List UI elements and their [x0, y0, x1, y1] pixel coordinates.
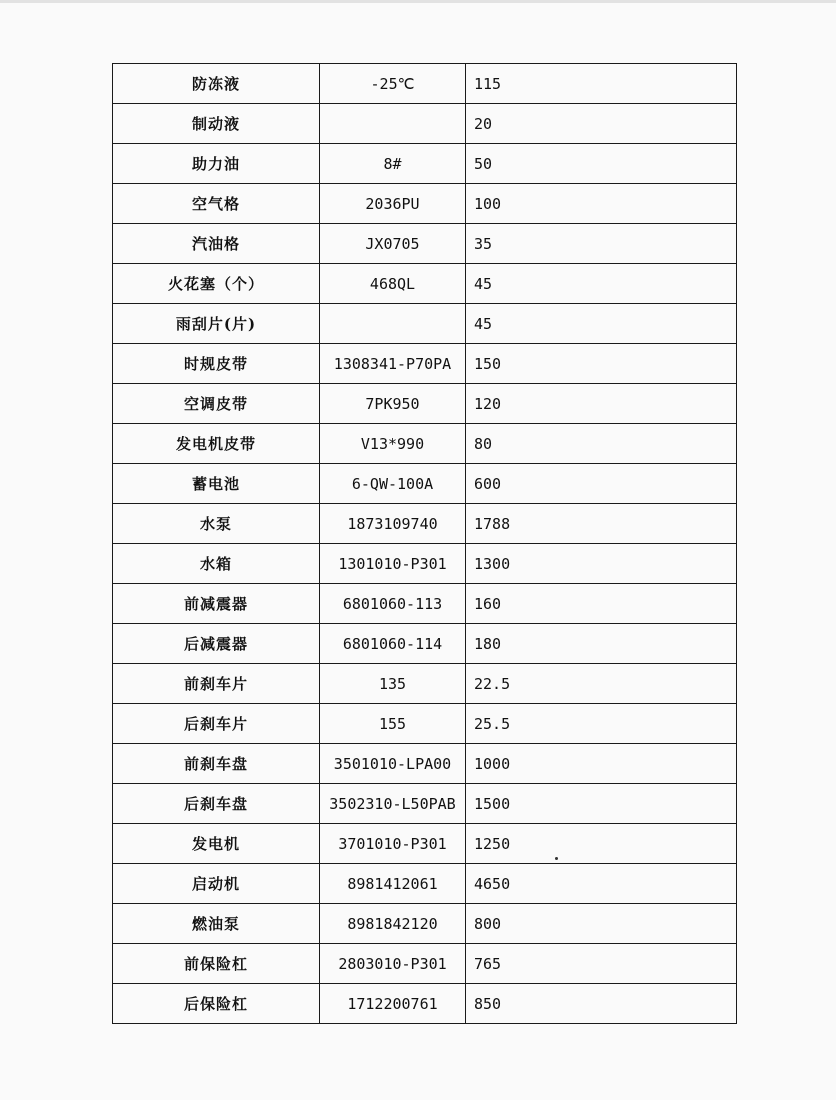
part-name-cell: 水箱 [113, 544, 320, 584]
part-model-cell [320, 104, 466, 144]
table-row [113, 224, 737, 264]
part-name-cell: 空气格 [113, 184, 320, 224]
table-row [113, 184, 737, 224]
part-name-cell: 前保险杠 [113, 944, 320, 984]
table-row [113, 784, 737, 824]
table-row [113, 344, 737, 384]
part-name-cell: 水泵 [113, 504, 320, 544]
table-row [113, 304, 737, 344]
part-price-cell: 50 [466, 144, 737, 184]
part-name-cell: 火花塞（个） [113, 264, 320, 304]
table-row [113, 104, 737, 144]
part-price-cell: 1250 [466, 824, 737, 864]
part-model-cell: 1873109740 [320, 504, 466, 544]
part-name-cell: 后减震器 [113, 624, 320, 664]
part-model-cell: 1301010-P301 [320, 544, 466, 584]
part-price-cell: 180 [466, 624, 737, 664]
part-price-cell: 100 [466, 184, 737, 224]
part-price-cell: 45 [466, 264, 737, 304]
part-model-cell: 8# [320, 144, 466, 184]
part-name-cell: 防冻液 [113, 64, 320, 104]
table-body [113, 64, 737, 1024]
part-name-cell: 前刹车片 [113, 664, 320, 704]
part-model-cell: 1308341-P70PA [320, 344, 466, 384]
part-name-cell: 空调皮带 [113, 384, 320, 424]
part-model-cell: 7PK950 [320, 384, 466, 424]
page-edge [0, 0, 836, 3]
table-row [113, 384, 737, 424]
part-price-cell: 80 [466, 424, 737, 464]
part-name-cell: 汽油格 [113, 224, 320, 264]
part-name-cell: 助力油 [113, 144, 320, 184]
part-model-cell: 1712200761 [320, 984, 466, 1024]
part-name-cell: 发电机 [113, 824, 320, 864]
part-price-cell: 4650 [466, 864, 737, 904]
table-row [113, 944, 737, 984]
part-price-cell: 800 [466, 904, 737, 944]
part-price-cell: 115 [466, 64, 737, 104]
part-model-cell: 8981842120 [320, 904, 466, 944]
part-name-cell: 后刹车片 [113, 704, 320, 744]
part-price-cell: 850 [466, 984, 737, 1024]
part-model-cell: 3502310-L50PAB [320, 784, 466, 824]
part-model-cell: 6-QW-100A [320, 464, 466, 504]
part-model-cell: 6801060-114 [320, 624, 466, 664]
part-price-cell: 22.5 [466, 664, 737, 704]
table-row [113, 504, 737, 544]
table-row [113, 904, 737, 944]
table-row [113, 664, 737, 704]
part-name-cell: 燃油泵 [113, 904, 320, 944]
parts-price-table [112, 63, 737, 1024]
part-price-cell: 45 [466, 304, 737, 344]
part-name-cell: 后刹车盘 [113, 784, 320, 824]
part-price-cell: 600 [466, 464, 737, 504]
part-price-cell: 120 [466, 384, 737, 424]
table-row [113, 824, 737, 864]
part-price-cell: 1000 [466, 744, 737, 784]
part-price-cell: 150 [466, 344, 737, 384]
part-name-cell: 前减震器 [113, 584, 320, 624]
part-name-cell: 蓄电池 [113, 464, 320, 504]
part-model-cell: 135 [320, 664, 466, 704]
part-price-cell: 1300 [466, 544, 737, 584]
table-row [113, 264, 737, 304]
part-price-cell: 160 [466, 584, 737, 624]
part-model-cell: 6801060-113 [320, 584, 466, 624]
part-model-cell: 8981412061 [320, 864, 466, 904]
part-name-cell: 发电机皮带 [113, 424, 320, 464]
part-price-cell: 1788 [466, 504, 737, 544]
part-model-cell: 155 [320, 704, 466, 744]
part-model-cell: V13*990 [320, 424, 466, 464]
part-price-cell: 1500 [466, 784, 737, 824]
part-model-cell: 3701010-P301 [320, 824, 466, 864]
table-row [113, 544, 737, 584]
part-model-cell: 2803010-P301 [320, 944, 466, 984]
part-name-cell: 后保险杠 [113, 984, 320, 1024]
table-row [113, 424, 737, 464]
part-name-cell: 雨刮片(片) [113, 304, 320, 344]
part-model-cell [320, 304, 466, 344]
part-model-cell: 468QL [320, 264, 466, 304]
part-model-cell: -25℃ [320, 64, 466, 104]
table-row [113, 584, 737, 624]
part-price-cell: 35 [466, 224, 737, 264]
part-name-cell: 制动液 [113, 104, 320, 144]
part-model-cell: 3501010-LPA00 [320, 744, 466, 784]
scan-speck [555, 857, 558, 860]
part-price-cell: 20 [466, 104, 737, 144]
table-row [113, 864, 737, 904]
table-row [113, 704, 737, 744]
part-model-cell: 2036PU [320, 184, 466, 224]
part-price-cell: 765 [466, 944, 737, 984]
table-row [113, 984, 737, 1024]
table-row [113, 464, 737, 504]
table-row [113, 144, 737, 184]
part-price-cell: 25.5 [466, 704, 737, 744]
part-name-cell: 启动机 [113, 864, 320, 904]
table-row [113, 64, 737, 104]
table-row [113, 744, 737, 784]
part-name-cell: 前刹车盘 [113, 744, 320, 784]
part-model-cell: JX0705 [320, 224, 466, 264]
part-name-cell: 时规皮带 [113, 344, 320, 384]
table-row [113, 624, 737, 664]
